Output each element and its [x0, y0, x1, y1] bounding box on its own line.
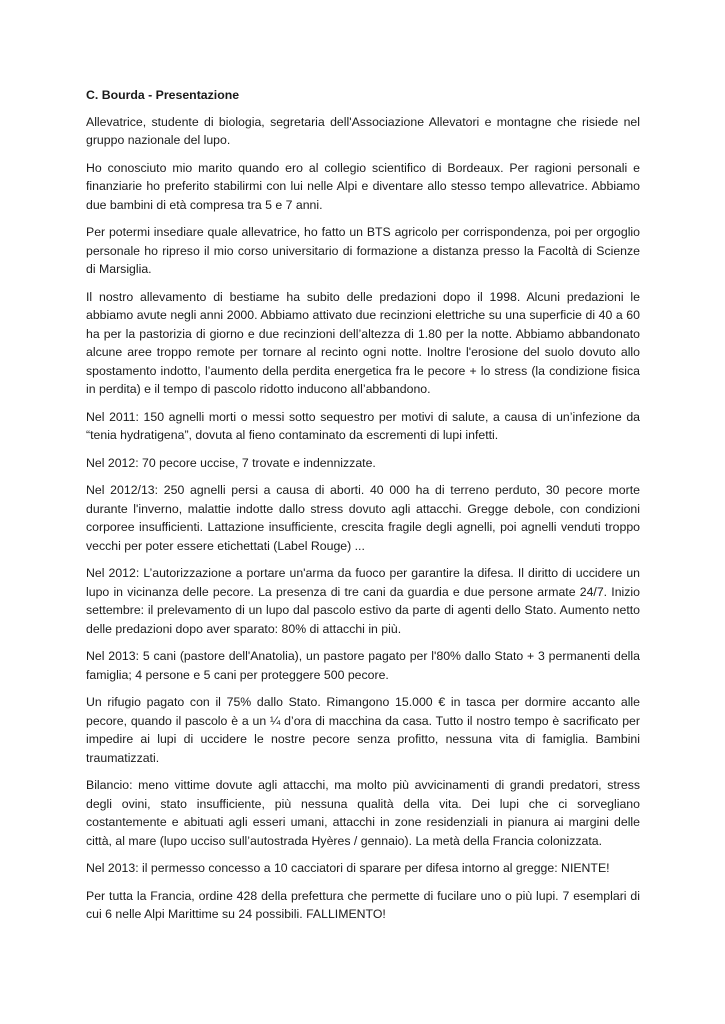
paragraph-2011: Nel 2011: 150 agnelli morti o messi sotto sequestro per motivi di salute, a causa di un’infezione da “tenia hydratigena”, dovuta al fieno contaminato da escrementi di lupi infetti. [86, 409, 640, 442]
document-title: C. Bourda - Presentazione [86, 88, 240, 102]
paragraph-shelter: Un rifugio pagato con il 75% dallo Stato. Rimangono 15.000 € in tasca per dormire accanto alle pecore, quando il pascolo è a un ¼ d’ora di macchina da casa. Tutto il nostro tempo è sacrificato per impedire ai lupi di uccidere le nostre pecore senza profitto, nessuna vita di famiglia. Bambini traumatizzati. [86, 695, 640, 765]
paragraph-intro: Allevatrice, studente di biologia, segretaria dell'Associazione Allevatori e montagne che risiede nel gruppo nazionale del lupo. [86, 114, 640, 147]
document-page [86, 86, 640, 933]
paragraph-2012-authorization: Nel 2012: L’autorizzazione a portare un'arma da fuoco per garantire la difesa. Il diritto di uccidere un lupo in vicinanza delle pecore. La presenza di tre cani da guardia e due persone armate 24/7. Inizio settembre: il prelevamento di un lupo dal pascolo estivo da parte di agenti dello Stato. Aumento netto delle predazioni dopo aver sparato: 80% di attacchi in più. [86, 566, 640, 636]
paragraph-predations: Il nostro allevamento di bestiame ha subito delle predazioni dopo il 1998. Alcuni predazioni le abbiamo avute negli anni 2000. Abbiamo attivato due recinzioni elettriche su una superficie di 40 a 60 ha per la pastorizia di giorno e due recinzioni dell’altezza di 1.80 per la notte. Abbiamo abbandonato alcune aree troppo remote per tornare al recinto ogni notte. Inoltre l'erosione del suolo dovuto allo spostamento indotto, l’aumento della perdita energetica fra le pecore + lo stress (la condizione fisica in perdita) e il tempo di pascolo ridotto inducono all’abbandono. [86, 289, 640, 396]
paragraph-2012-losses: Nel 2012: 70 pecore uccise, 7 trovate e indennizzate. [86, 455, 376, 470]
paragraph-balance: Bilancio: meno vittime dovute agli attacchi, ma molto più avvicinamenti di grandi predatori, stress degli ovini, stato insufficiente, più nessuna qualità della vita. Dei lupi che ci sorvegliano costantemente e abituati agli esseri umani, attacchi in zone residenziali in pianura ai margini delle città, al mare (lupo ucciso sull’autostrada Hyères / gennaio). La metà della Francia colonizzata. [86, 778, 640, 848]
paragraph-france-order: Per tutta la Francia, ordine 428 della prefettura che permette di fucilare uno o più lupi. 7 esemplari di cui 6 nelle Alpi Marittime su 24 possibili. FALLIMENTO! [86, 888, 640, 921]
paragraph-background: Ho conosciuto mio marito quando ero al collegio scientifico di Bordeaux. Per ragioni personali e finanziarie ho preferito stabilirmi con lui nelle Alpi e diventare allo stesso tempo allevatrice. Abbiamo due bambini di età compresa tra 5 e 7 anni. [86, 160, 640, 212]
paragraph-education: Per potermi insediare quale allevatrice, ho fatto un BTS agricolo per corrispondenza, poi per orgoglio personale ho ripreso il mio corso universitario di formazione a distanza presso la Facoltà di Scienze di Marsiglia. [86, 225, 640, 276]
paragraph-2013-dogs: Nel 2013: 5 cani (pastore dell'Anatolia), un pastore pagato per l'80% dallo Stato + 3 permanenti della famiglia; 4 persone e 5 cani per proteggere 500 pecore. [86, 649, 640, 682]
paragraph-2012-13: Nel 2012/13: 250 agnelli persi a causa di aborti. 40 000 ha di terreno perduto, 30 pecore morte durante l'inverno, malattie indotte dallo stress dovuto agli attacchi. Gregge debole, con condizioni corporee insufficienti. Lattazione insufficiente, crescita fragile degli agnelli, poi agnelli venduti troppo vecchi per poter essere etichettati (Label Rouge) ... [86, 483, 640, 553]
paragraph-2013-hunters: Nel 2013: il permesso concesso a 10 cacciatori di sparare per difesa intorno al gregge: NIENTE! [86, 861, 610, 875]
